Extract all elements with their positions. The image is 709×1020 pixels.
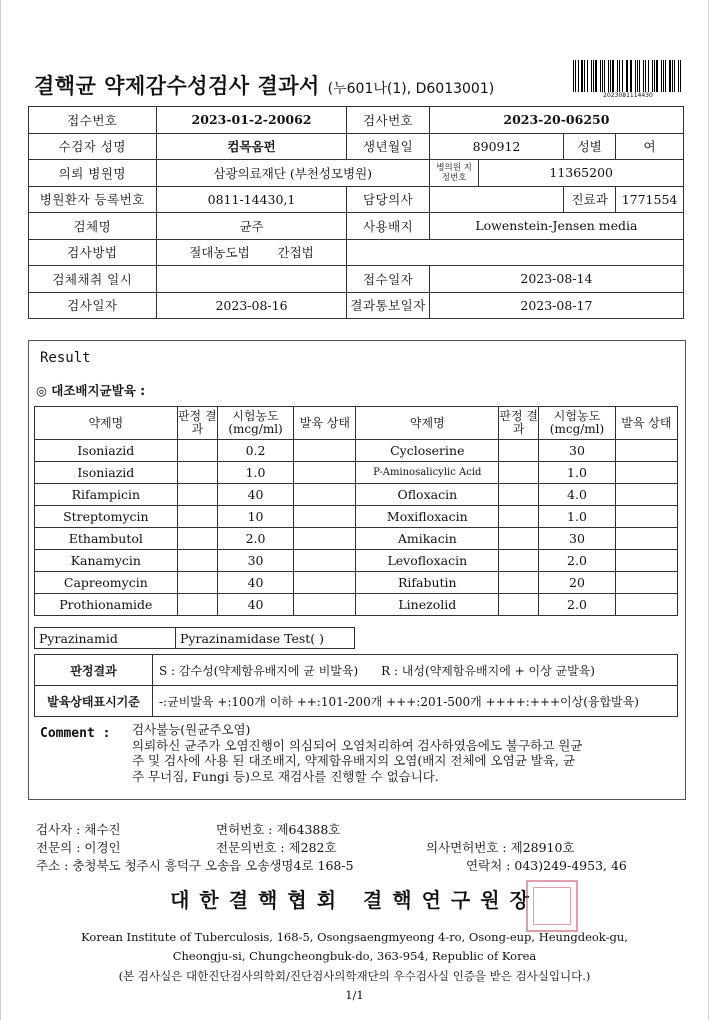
growth-legend: -:균비발육 +:100개 이하 ++:101-200개 +++:201-500개 ++++:+++이상(융합발육) — [153, 686, 678, 717]
medium-label: 사용배지 — [347, 213, 429, 240]
comment-text — [132, 722, 682, 784]
table-row — [35, 462, 678, 484]
test-concentration: 20 — [539, 572, 615, 594]
col-conc: 시험농도 (mcg/ml) — [539, 407, 615, 440]
reported-label: 결과통보일자 — [347, 292, 429, 319]
specimen: 균주 — [156, 213, 347, 240]
drug-name: P-Aminosalicylic Acid — [356, 462, 499, 484]
doctor-license: 의사면허번호 : 제28910호 — [426, 840, 575, 855]
test-concentration: 1.0 — [539, 462, 615, 484]
address-en-line1: Korean Institute of Tuberculosis, 168-5, Osongsaengmyeong 4-ro, Osong-eup, Heungdeok-gu, — [81, 930, 628, 944]
dept: 1771554 — [616, 186, 684, 213]
test-concentration: 2.0 — [539, 550, 615, 572]
growth-status — [615, 462, 677, 484]
drug-result-table — [34, 406, 678, 616]
table-row — [29, 133, 684, 160]
growth-status — [294, 506, 356, 528]
table-row — [29, 292, 684, 319]
table-row — [29, 107, 684, 134]
specimen-label: 검체명 — [29, 213, 157, 240]
col-judge: 판정 결과 — [499, 407, 539, 440]
pza-label: Pyrazinamid — [35, 628, 176, 649]
growth-status — [294, 594, 356, 616]
growth-status — [294, 528, 356, 550]
sex: 여 — [616, 133, 684, 160]
drug-name: Capreomycin — [35, 572, 178, 594]
table-row — [29, 239, 684, 266]
patient-name: 컴목옴펀 — [156, 133, 347, 160]
growth-status — [615, 594, 677, 616]
comment-line: 주 무너짐, Fungi 등)으로 재검사를 진행할 수 없습니다. — [132, 768, 439, 784]
judge-result — [499, 440, 539, 462]
test-concentration: 30 — [539, 440, 615, 462]
table-row — [35, 572, 678, 594]
judge-result — [177, 506, 217, 528]
result-heading: Result — [40, 350, 91, 366]
drug-name: Ethambutol — [35, 528, 178, 550]
test-concentration: 2.0 — [539, 594, 615, 616]
col-drug: 약제명 — [35, 407, 178, 440]
table-row — [35, 484, 678, 506]
page-edge-left — [0, 0, 1, 1020]
official-seal — [526, 880, 578, 932]
table-row — [29, 213, 684, 240]
drug-name: Linezolid — [356, 594, 499, 616]
col-judge: 판정 결과 — [177, 407, 217, 440]
tested-label: 검사일자 — [29, 292, 157, 319]
judge-result — [177, 462, 217, 484]
test-concentration: 10 — [217, 506, 293, 528]
table-row — [35, 628, 355, 649]
page-number: 1/1 — [345, 988, 364, 1002]
method-blank — [347, 239, 684, 266]
method-label: 검사방법 — [29, 239, 157, 266]
pyrazinamid-table — [34, 627, 355, 649]
certification-note: (본 검사실은 대한진단검사의학회/진단검사의학재단의 우수검사실 인증을 받은 검사실입니다.) — [118, 969, 591, 983]
table-row — [29, 266, 684, 293]
test-concentration: 0.2 — [217, 440, 293, 462]
test-concentration: 40 — [217, 594, 293, 616]
test-concentration: 4.0 — [539, 484, 615, 506]
test-concentration: 1.0 — [539, 506, 615, 528]
specialist: 전문의 : 이경인 — [36, 840, 121, 855]
org-name: 대한결핵협회 결핵연구원장 — [170, 888, 539, 912]
test-no: 2023-20-06250 — [429, 107, 683, 134]
test-concentration: 40 — [217, 572, 293, 594]
col-growth: 발육 상태 — [615, 407, 677, 440]
birth-label: 생년월일 — [347, 133, 429, 160]
growth-status — [294, 462, 356, 484]
col-growth: 발육 상태 — [294, 407, 356, 440]
judge-result — [499, 572, 539, 594]
tested-date: 2023-08-16 — [156, 292, 347, 319]
drug-name: Moxifloxacin — [356, 506, 499, 528]
barcode — [573, 60, 683, 92]
received-date: 2023-08-14 — [429, 266, 683, 293]
judge-result — [499, 550, 539, 572]
judge-result — [177, 572, 217, 594]
doctor-label: 담당의사 — [347, 186, 429, 213]
report-title: 결핵균 약제감수성검사 결과서 (누601나(1), D6013001) — [34, 74, 495, 98]
patient-no-label: 병원환자 등록번호 — [29, 186, 157, 213]
judge-result — [499, 506, 539, 528]
name-label: 수검자 성명 — [29, 133, 157, 160]
table-row — [35, 440, 678, 462]
growth-legend-label: 발육상태표시기준 — [35, 686, 153, 717]
birth-date: 890912 — [429, 133, 563, 160]
drug-name: Isoniazid — [35, 440, 178, 462]
drug-name: Cycloserine — [356, 440, 499, 462]
judge-result — [177, 484, 217, 506]
hospital-label: 의뢰 병원명 — [29, 160, 157, 187]
patient-no: 0811-14430,1 — [156, 186, 347, 213]
doctor-name — [429, 186, 563, 213]
test-concentration: 2.0 — [217, 528, 293, 550]
judge-result — [499, 484, 539, 506]
receipt-no: 2023-01-2-20062 — [156, 107, 347, 134]
growth-status — [294, 550, 356, 572]
test-concentration: 30 — [217, 550, 293, 572]
judge-result — [499, 528, 539, 550]
table-row — [29, 186, 684, 213]
growth-status — [615, 506, 677, 528]
method: 절대농도법 간접법 — [156, 239, 347, 266]
report-code: (누601나(1), D6013001) — [327, 81, 495, 97]
comment-label: Comment : — [40, 726, 111, 741]
control-growth-label: ◎ 대조배지균발육 : — [36, 383, 146, 398]
judge-result — [499, 594, 539, 616]
test-no-label: 검사번호 — [347, 107, 429, 134]
pza-test: Pyrazinamidase Test( ) — [176, 628, 355, 649]
test-concentration: 40 — [217, 484, 293, 506]
hospital-code: 11365200 — [479, 160, 684, 187]
judge-legend-label: 판정결과 — [35, 655, 153, 686]
drug-name: Streptomycin — [35, 506, 178, 528]
barcode-number: 2023081114430 — [603, 92, 653, 99]
comment-line: 주 및 검사에 사용 된 대조배지, 약제함유배지의 오염(배지 전체에 오염균 발육, 균 — [132, 753, 575, 768]
legend-table — [34, 654, 678, 717]
phone: 연락처 : 043)249-4953, 46 — [466, 858, 627, 873]
collect-date — [156, 266, 347, 293]
dept-label: 진료과 — [564, 186, 616, 213]
examiner: 검사자 : 채수진 — [36, 822, 121, 837]
growth-status — [615, 572, 677, 594]
reported-date: 2023-08-17 — [429, 292, 683, 319]
comment-line: 의뢰하신 균주가 오염진행이 의심되어 오염처리하여 검사하였음에도 불구하고 원균 — [132, 737, 583, 753]
table-row — [35, 686, 678, 717]
drug-name: Isoniazid — [35, 462, 178, 484]
judge-result — [177, 440, 217, 462]
table-row — [35, 528, 678, 550]
growth-status — [294, 440, 356, 462]
judge-legend: S : 감수성(약제함유배지에 균 비발육) R : 내성(약제함유배지에 + 이상 균발육) — [153, 655, 678, 686]
license: 면허번호 : 제64388호 — [216, 822, 341, 837]
table-row — [35, 655, 678, 686]
growth-status — [615, 528, 677, 550]
drug-name: Levofloxacin — [356, 550, 499, 572]
drug-name: Rifampicin — [35, 484, 178, 506]
growth-status — [615, 550, 677, 572]
drug-name: Rifabutin — [356, 572, 499, 594]
sex-label: 성별 — [564, 133, 616, 160]
test-concentration: 1.0 — [217, 462, 293, 484]
col-drug: 약제명 — [356, 407, 499, 440]
receipt-no-label: 접수번호 — [29, 107, 157, 134]
hospital-code-label: 병의원 지정번호 — [429, 160, 479, 187]
test-concentration: 30 — [539, 528, 615, 550]
patient-info-table — [28, 106, 684, 319]
table-header-row — [35, 407, 678, 440]
hospital-name: 삼광의료재단 (부천성모병원) — [156, 160, 429, 187]
growth-status — [615, 440, 677, 462]
table-row — [35, 594, 678, 616]
growth-status — [294, 484, 356, 506]
address-en-line2: Cheongju-si, Chungcheongbuk-do, 363-954, Republic of Korea — [172, 949, 537, 963]
medium: Lowenstein-Jensen media — [429, 213, 683, 240]
comment-line: 검사불능(원균주오염) — [132, 722, 251, 737]
growth-status — [294, 572, 356, 594]
col-conc: 시험농도 (mcg/ml) — [217, 407, 293, 440]
drug-name: Ofloxacin — [356, 484, 499, 506]
table-row — [29, 160, 684, 187]
judge-result — [177, 550, 217, 572]
table-row — [35, 506, 678, 528]
judge-result — [177, 528, 217, 550]
growth-status — [615, 484, 677, 506]
judge-result — [177, 594, 217, 616]
received-label: 접수일자 — [347, 266, 429, 293]
collect-label: 검체채취 일시 — [29, 266, 157, 293]
drug-name: Kanamycin — [35, 550, 178, 572]
specialist-no: 전문의번호 : 제282호 — [216, 840, 337, 855]
drug-name: Prothionamide — [35, 594, 178, 616]
table-row — [35, 550, 678, 572]
drug-name: Amikacin — [356, 528, 499, 550]
address: 주소 : 충청북도 청주시 흥덕구 오송읍 오송생명4로 168-5 — [36, 858, 354, 873]
judge-result — [499, 462, 539, 484]
